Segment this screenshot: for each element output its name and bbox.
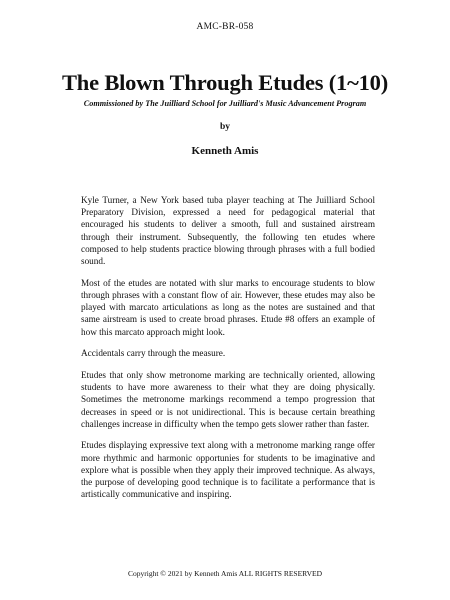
author-name: Kenneth Amis [191, 145, 259, 157]
paragraph-expressive: Etudes displaying expressive text along with a metronome marking range offer more rhythmic and harmonic opportunies for students to be imaginative and explore what is possible when they apply their improved technique. As always, the purpose of developing good technique is to facilitate a performance that is artistically communicative and inspiring. [81, 440, 375, 500]
page-title: The Blown Through Etudes (1~10) [61, 70, 388, 95]
paragraph-intro: Kyle Turner, a New York based tuba player teaching at The Juilliard School Preparatory Division, expressed a need for pedagogical material that encouraged his students to deliver a smooth, full and sustained airstream through their instrument. Subsequently, the following ten etudes where composed to help students practice blowing through phrases with a full bodied sound. [81, 195, 375, 267]
commission-subtitle: Commissioned by The Juilliard School for Juilliard's Music Advancement Program [83, 99, 367, 108]
paragraph-metronome: Etudes that only show metronome marking are technically oriented, allowing students to have more awareness to their what they are doing physically. Sometimes the metronome markings recommend a tempo progression that decreases in speed or is not unidirectional. This is because certain breathing challenges increase in difficulty when the tempo gets slower rather than faster. [81, 369, 375, 429]
paragraph-slurs: Most of the etudes are notated with slur marks to encourage students to blow through phrases with a constant flow of air. However, these etudes may also be played with marcato articulations as long as the notes are sustained and that same airstream is used to create broad phrases. Etude #8 offers an example of how this marcato approach might look. [81, 277, 375, 337]
catalog-code: AMC-BR-058 [196, 22, 254, 32]
body-text [81, 194, 375, 510]
paragraph-accidentals: Accidentals carry through the measure. [81, 348, 226, 359]
copyright-notice: Copyright © 2021 by Kenneth Amis ALL RIGHTS RESERVED [128, 569, 322, 578]
by-line: by [219, 122, 231, 132]
